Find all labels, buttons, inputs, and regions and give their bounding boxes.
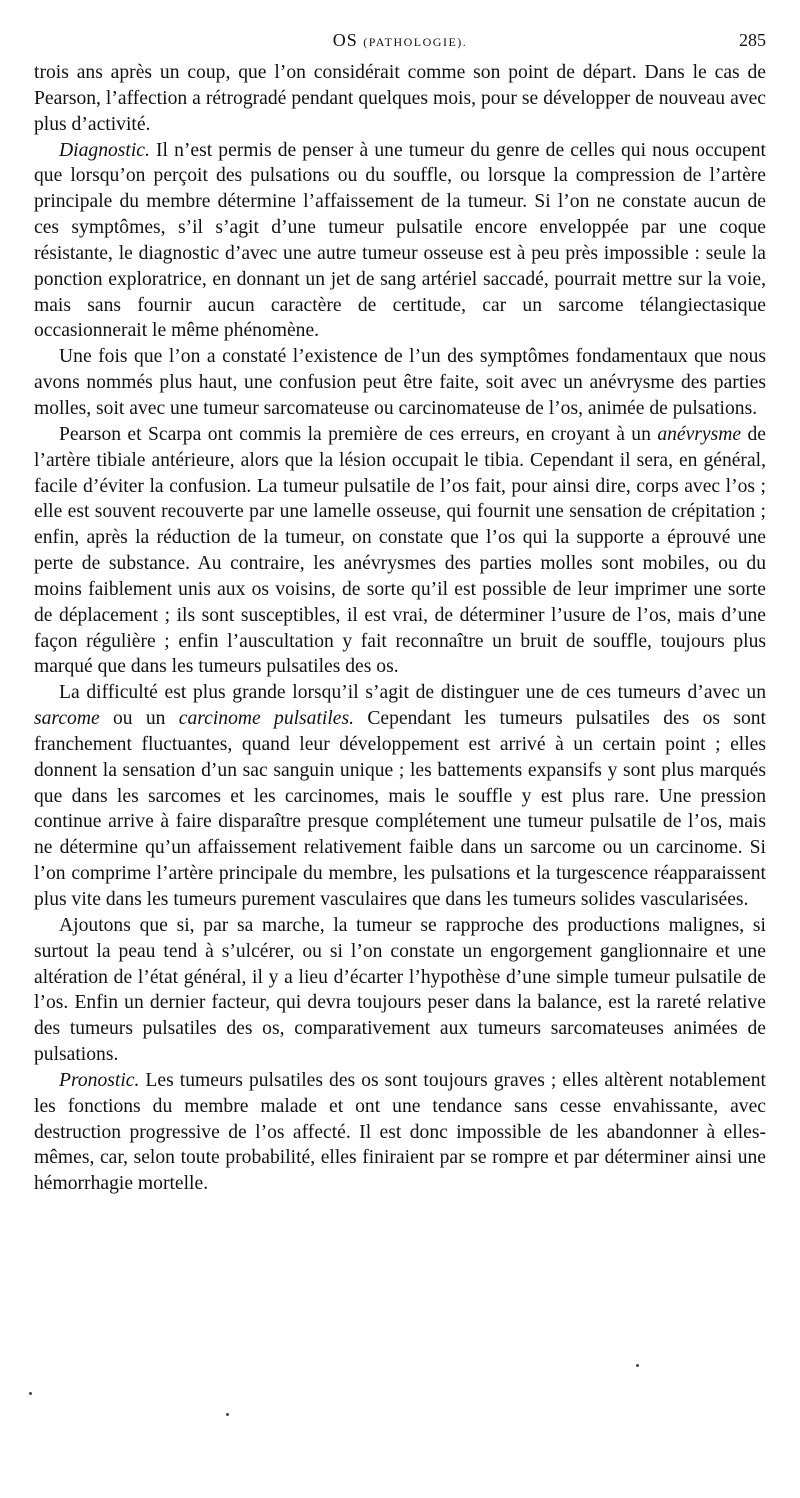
paragraph-pronostic-text: Les tumeurs pulsatiles des os sont toujours graves ; elles altèrent notablement les fonctions du membre malade et ont une tendance sans cesse envahissante, avec destruction progressive de l’os affecté. Il est donc impossible de les abandonner à elles-mêmes, car, selon toute probabilité, elles finiraient par se rompre et par déterminer ainsi une hémorrhagie mortelle. (34, 1069, 766, 1195)
paragraph-ajoutons: Ajoutons que si, par sa marche, la tumeur se rapproche des productions malignes, si surtout la peau tend à s’ulcérer, ou si l’on constate un engorgement ganglionnaire et une altération de l’état général, il y a lieu d’écarter l’hypothèse d’une simple tumeur pulsatile de l’os. Enfin un dernier facteur, qui devra toujours peser dans la balance, est la rareté relative des tumeurs pulsatiles des os, comparativement aux tumeurs sarcomateuses animées de pulsations. (34, 914, 766, 1066)
paragraph-diagnostic (34, 138, 766, 345)
italic-term: carcinome pulsatiles. (178, 708, 355, 730)
body-text (34, 60, 766, 1197)
print-speck (636, 1364, 639, 1367)
paragraph-diagnostic-text: Il n’est permis de penser à une tumeur du genre de celles qui nous occupent que lorsqu’on perçoit des pulsations ou du souffle, ou lorsque la compression de l’artère principale du membre détermine l’affaissement de la tumeur. Si l’on ne constate aucun de ces symptômes, s’il s’agit d’une tumeur pulsatile encore enveloppée par une coque résistante, le diagnostic d’avec une autre tumeur osseuse est à peu près impossible : seule la ponction exploratrice, en donnant un jet de sang artériel saccadé, pourrait mettre sur la voie, mais sans fournir aucun caractère de certitude, car un sarcome télangiectasique occasionnerait le même phénomène. (34, 139, 766, 342)
section-label-diagnostic: Diagnostic. (59, 139, 150, 161)
running-title-sub: (PATHOLOGIE). (363, 35, 468, 49)
print-speck (226, 1413, 229, 1416)
running-title-main: OS (332, 30, 358, 50)
paragraph-continued: trois ans après un coup, que l’on considérait comme son point de départ. Dans le cas de Pearson, l’affection a rétrogradé pendant quelques mois, pour se développer de nouveau avec plus d’activité. (34, 62, 766, 135)
paragraph-text: Pearson et Scarpa ont commis la première de ces erreurs, en croyant à un (59, 423, 658, 445)
paragraph-text: de l’artère tibiale antérieure, alors que la lésion occupait le tibia. Cependant il sera, en général, facile d’éviter la confusion. La tumeur pulsatile de l’os fait, pour ainsi dire, corps avec l’os ; elle est souvent recouverte par une lamelle osseuse, qui fournit une sensation de crépitation ; enfin, après la réduction de la tumeur, on constate que l’os qui la supporte a éprouvé une perte de substance. Au contraire, les anévrysmes des parties molles sont mobiles, ou du moins faiblement unis aux os voisins, de sorte qu’il est possible de leur imprimer une sorte de déplacement ; ils sont susceptibles, il est vrai, de déterminer l’usure de l’os, mais d’une façon régulière ; enfin l’auscultation y fait reconnaître un bruit de souffle, toujours plus marqué que dans les tumeurs pulsatiles des os. (34, 423, 766, 678)
paragraph-text: ou un (99, 708, 179, 730)
paragraph-pronostic (34, 1068, 766, 1197)
page (34, 26, 766, 1197)
italic-term: anévrysme (657, 423, 742, 445)
italic-term: sarcome (34, 708, 100, 730)
running-title (34, 30, 766, 51)
paragraph-sarcome (34, 680, 766, 913)
section-label-pronostic: Pronostic. (59, 1069, 140, 1091)
paragraph-pearson-scarpa (34, 422, 766, 680)
paragraph-confusion: Une fois que l’on a constaté l’existence de l’un des symptômes fondamentaux que nous avons nommés plus haut, une confusion peut être faite, soit avec un anévrysme des parties molles, soit avec une tumeur sarcomateuse ou carcinomateuse de l’os, animée de pulsations. (34, 346, 766, 419)
page-number: 285 (739, 30, 766, 50)
paragraph-text: Cependant les tumeurs pulsatiles des os sont franchement fluctuantes, quand leur développement est arrivé à un certain point ; elles donnent la sensation d’un sac sanguin unique ; les battements expansifs y sont plus marqués que dans les sarcomes et les carcinomes, mais le souffle y est plus rare. Une pression continue arrive à faire disparaître presque complétement une tumeur pulsatile de l’os, mais ne détermine qu’un affaissement relativement faible dans un sarcome ou un carcinome. Si l’on comprime l’artère principale du membre, les pulsations et la turgescence réapparaissent plus vite dans les tumeurs purement vasculaires que dans les tumeurs solides vascularisées. (34, 708, 766, 910)
running-head (34, 26, 766, 60)
print-speck (29, 1392, 32, 1395)
paragraph-text: La difficulté est plus grande lorsqu’il s’agit de distinguer une de ces tumeurs d’avec un (59, 682, 766, 704)
